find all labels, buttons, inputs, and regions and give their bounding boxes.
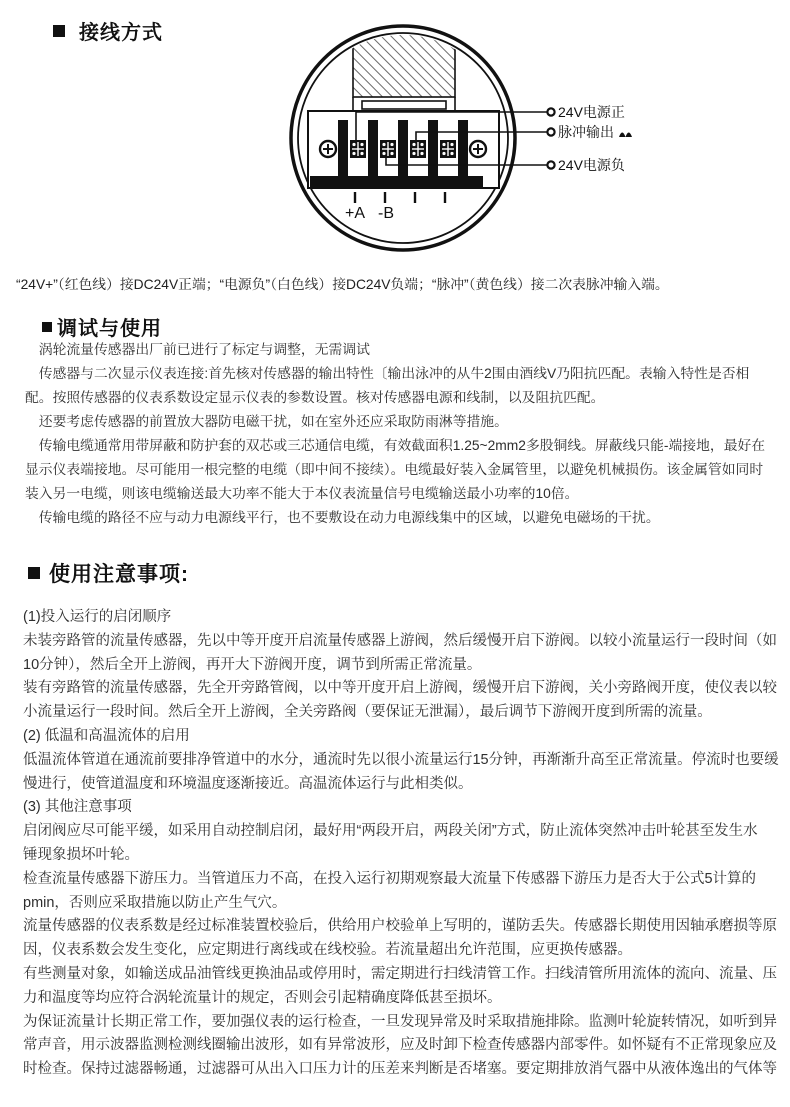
text-line: 有些测量对象，如输送成品油管线更换油品或停用时，需定期进行扫线清管工作。扫线清管所用流体的流向、流量、压 — [23, 965, 777, 982]
text-line: 启闭阀应尽可能平缓，如采用自动控制启闭，最好用“两段开启，两段关闭”方式，防止流体突然冲击叶轮甚至发生水 — [23, 823, 758, 840]
section-title: 使用注意事项: — [49, 563, 189, 586]
section-title: 接线方式 — [79, 22, 163, 44]
pin-label-24v-positive: 24V电源正 — [558, 104, 625, 120]
debug-usage-text — [25, 338, 765, 530]
wiring-caption: “24V+”（红色线）接DC24V正端；“电源负”（白色线）接DC24V负端；“脉冲”（黄色线）接二次表脉冲输入端。 — [16, 277, 669, 292]
pulse-wave-icon — [619, 133, 632, 138]
terminal-label-b: -B — [378, 205, 394, 222]
section-title: 调试与使用 — [57, 318, 162, 340]
usage-notes-text — [23, 606, 779, 1082]
text-line: 锤现象损坏叶轮。 — [23, 846, 139, 863]
wiring-diagram — [285, 10, 755, 260]
section-heading-notes — [28, 558, 189, 588]
text-line: 装入另一电缆，则该电缆输送最大功率不能大于本仪表流量信号电缆输送最小功率的10倍。 — [25, 486, 579, 501]
text-line: 小流量运行一段时间。然后全开上游阀，全关旁路阀（要保证无泄漏），最后调节下游阀开度到所需的流量。 — [23, 704, 712, 721]
connector-bar — [362, 101, 446, 109]
square-bullet-icon — [28, 567, 40, 579]
text-line: 显示仪表端接地。尽可能用一根完整的电缆（即中间不接续）。电缆最好装入金属管里，以避免机械损伤。该金属管如同时 — [25, 462, 764, 477]
text-line: pmin，否则应采取措施以防止产生气穴。 — [23, 894, 287, 911]
text-line: 因，仪表系数会发生变化，应定期进行离线或在线校验。若流量超出允许范围，应更换传感器。 — [23, 942, 632, 959]
text-line: 时检查。保持过滤器畅通，过滤器可从出入口压力计的压差来判断是否堵塞。要定期排放消气器中从液体逸出的气体等 — [23, 1061, 777, 1078]
text-line: 配。按照传感器的仪表系数设定显示仪表的参数设置。核对传感器电源和线制，以及阻抗匹配。 — [25, 390, 605, 405]
text-line: 力和温度等均应符合涡轮流量计的规定，否则会引起精确度降低甚至损坏。 — [23, 989, 502, 1006]
text-line: 传感器与二次显示仪表连接:首先核对传感器的输出特性〔输出泳冲的从牛2围由酒线V乃阳抗匹配。表输入特性是否相 — [25, 366, 750, 381]
mounting-screw-icon — [320, 141, 336, 157]
pin-label-pulse-output: 脉冲输出 — [558, 124, 614, 140]
section-heading-debug — [42, 312, 162, 341]
mounting-screw-icon — [470, 141, 486, 157]
pin-label-24v-negative: 24V电源负 — [558, 157, 625, 173]
wire-terminals — [547, 108, 554, 168]
text-line: 常声音，用示波器监测检测线圈输出波形，如有异常波形，应及时卸下检查传感器内部零件。如怀疑有不正常现象应及 — [23, 1037, 777, 1054]
text-line: 传输电缆通常用带屏蔽和防护套的双芯或三芯通信电缆，有效截面积1.25~2mm2多股铜线。屏蔽线只能-端接地，最好在 — [25, 438, 766, 453]
square-bullet-icon — [53, 25, 65, 37]
terminal-label-a: +A — [344, 205, 366, 222]
text-line: 涡轮流量传感器出厂前已进行了标定与调整，无需调试 — [25, 342, 370, 357]
text-line: 未装旁路管的流量传感器，先以中等开度开启流量传感器上游阀，然后缓慢开启下游阀。以较小流量运行一段时间（如 — [23, 632, 777, 649]
text-line: 还要考虑传感器的前置放大器防电磁干扰，如在室外还应采取防雨淋等措施。 — [25, 414, 508, 429]
text-line: 慢进行，使管道温度和环境温度逐渐接近。高温流体运行与此相类似。 — [23, 775, 473, 792]
text-line: (3) 其他注意事项 — [23, 799, 132, 816]
text-line: 装有旁路管的流量传感器，先全开旁路管阀，以中等开度开启上游阀，缓慢开启下游阀，关小旁路阀开度，使仪表以较 — [23, 680, 777, 697]
section-heading-wiring — [53, 16, 163, 45]
text-line: (1)投入运行的启闭顺序 — [23, 609, 172, 625]
text-line: 10分钟），然后全开上游阀，再开大下游阀开度，调节到所需正常流量。 — [23, 656, 482, 673]
text-line: 流量传感器的仪表系数是经过标准装置校验后，供给用户校验单上写明的，谨防丢失。传感器长期使用因轴承磨损等原 — [23, 918, 777, 935]
text-line: 传输电缆的路径不应与动力电源线平行，也不要敷设在动力电源线集中的区域，以避免电磁场的干扰。 — [25, 510, 660, 525]
square-bullet-icon — [42, 322, 52, 332]
text-line: 为保证流量计长期正常工作，要加强仪表的运行检查，一旦发现异常及时采取措施排除。监测叶轮旋转情况，如听到异 — [23, 1013, 777, 1030]
text-line: 检查流量传感器下游压力。当管道压力不高，在投入运行初期观察最大流量下传感器下游压力是否大于公式5计算的 — [23, 870, 757, 887]
text-line: (2) 低温和高温流体的启用 — [23, 727, 190, 744]
text-line: 低温流体管道在通流前要排净管道中的水分，通流时先以很小流量运行15分钟，再渐渐升高至正常流量。停流时也要缓 — [23, 751, 779, 768]
strip-base-bar — [310, 176, 483, 187]
